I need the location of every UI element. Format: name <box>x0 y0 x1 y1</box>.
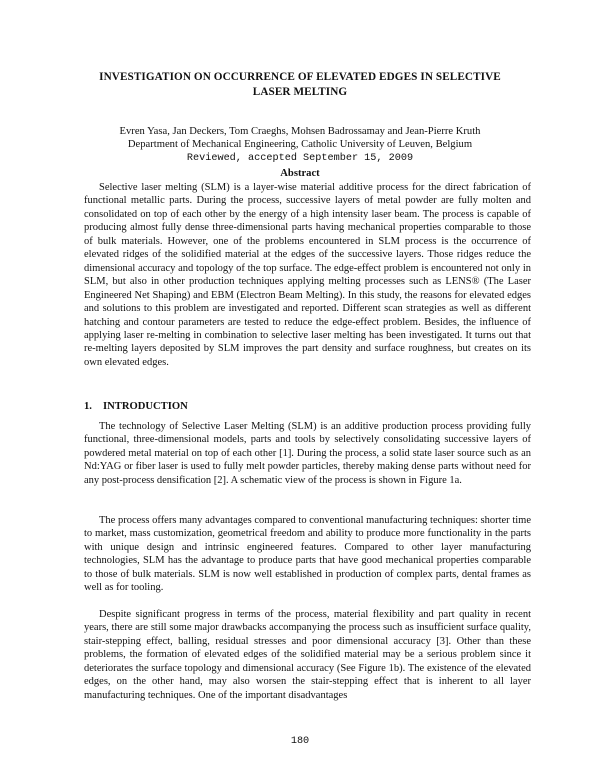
intro-paragraph-2: The process offers many advantages compared to conventional manufacturing techniques: shorter time to market, mass customization, geometrical freedom and ability to produce more functionality in the parts with unique design and intrinsic engineered features. Compared to other layer manufacturing technologies, SLM has the advantage to produce parts that have good mechanical properties comparable to those of bulk materials. SLM is now well established in production of complex parts, dental frames as well as for tooling. <box>84 515 531 594</box>
intro-paragraph-3: Despite significant progress in terms of the process, material flexibility and part quality in recent years, there are still some major drawbacks accompanying the process such as insufficient surface quality, stair-stepping effect, balling, residual stresses and poor dimensional accuracy [3]. Other than these problems, the formation of elevated edges of the solidified material may be a serious problem since it deteriorates the surface topology and dimensional accuracy (See Figure 1b). The existence of the elevated edges, on the other hand, may also worsen the stair-stepping effect that is inherent to all layer manufacturing techniques. One of the important disadvantages <box>84 609 531 701</box>
section-heading <box>84 400 188 413</box>
page-number: 180 <box>290 736 310 747</box>
paper-title <box>60 70 540 100</box>
review-note: Reviewed, accepted September 15, 2009 <box>186 152 414 164</box>
section-title: INTRODUCTION <box>103 401 188 412</box>
abstract-heading: Abstract <box>280 168 320 179</box>
abstract-text: Selective laser melting (SLM) is a layer-wise material additive process for the direct fabrication of functional metallic parts. During the process, successive layers of metal powder are fully molten and consolidated on top of each other by the energy of a high intensity laser beam. The process is capable of producing almost fully dense three-dimensional parts having mechanical properties comparable to those of bulk materials. However, one of the problems encountered in SLM process is the occurrence of elevated ridges of the solidified material at the edges of the successive layers. Those ridges reduce the dimensional accuracy and topology of the top surface. The edge-effect problem is encountered not only in SLM, but also in other production techniques applying melting processes such as LENS® (The Laser Engineered Net Shaping) and EBM (Electron Beam Melting). In this study, the reasons for elevated edges and solutions to this problem are investigated and reported. Different scan strategies as well as different hatching and contour parameters are tested to reduce the edge-effect problem. Besides, the influence of applying laser re-melting in combination to selective laser melting has been investigated. It turns out that re-melting layers deposited by SLM improves the part density and surface roughness, but creates on its own elevated edges. <box>84 182 531 368</box>
title-line-1: INVESTIGATION ON OCCURRENCE OF ELEVATED EDGES IN SELECTIVE <box>99 71 501 83</box>
section-number: 1. <box>84 401 92 412</box>
author-block <box>60 125 540 165</box>
intro-paragraph-1: The technology of Selective Laser Melting (SLM) is an additive production process providing fully functional, three-dimensional models, parts and tools by selectively consolidating successive layers of powdered metal material on top of each other [1]. During the process, a solid state laser source such as an Nd:YAG or fiber laser is used to fully melt powder particles, thereby making dense parts without need for any post-process densification [2]. A schematic view of the process is shown in Figure 1a. <box>84 421 531 486</box>
affiliation: Department of Mechanical Engineering, Catholic University of Leuven, Belgium <box>127 139 473 151</box>
title-line-2: LASER MELTING <box>252 86 348 98</box>
author-list: Evren Yasa, Jan Deckers, Tom Craeghs, Mohsen Badrossamay and Jean-Pierre Kruth <box>119 126 481 137</box>
